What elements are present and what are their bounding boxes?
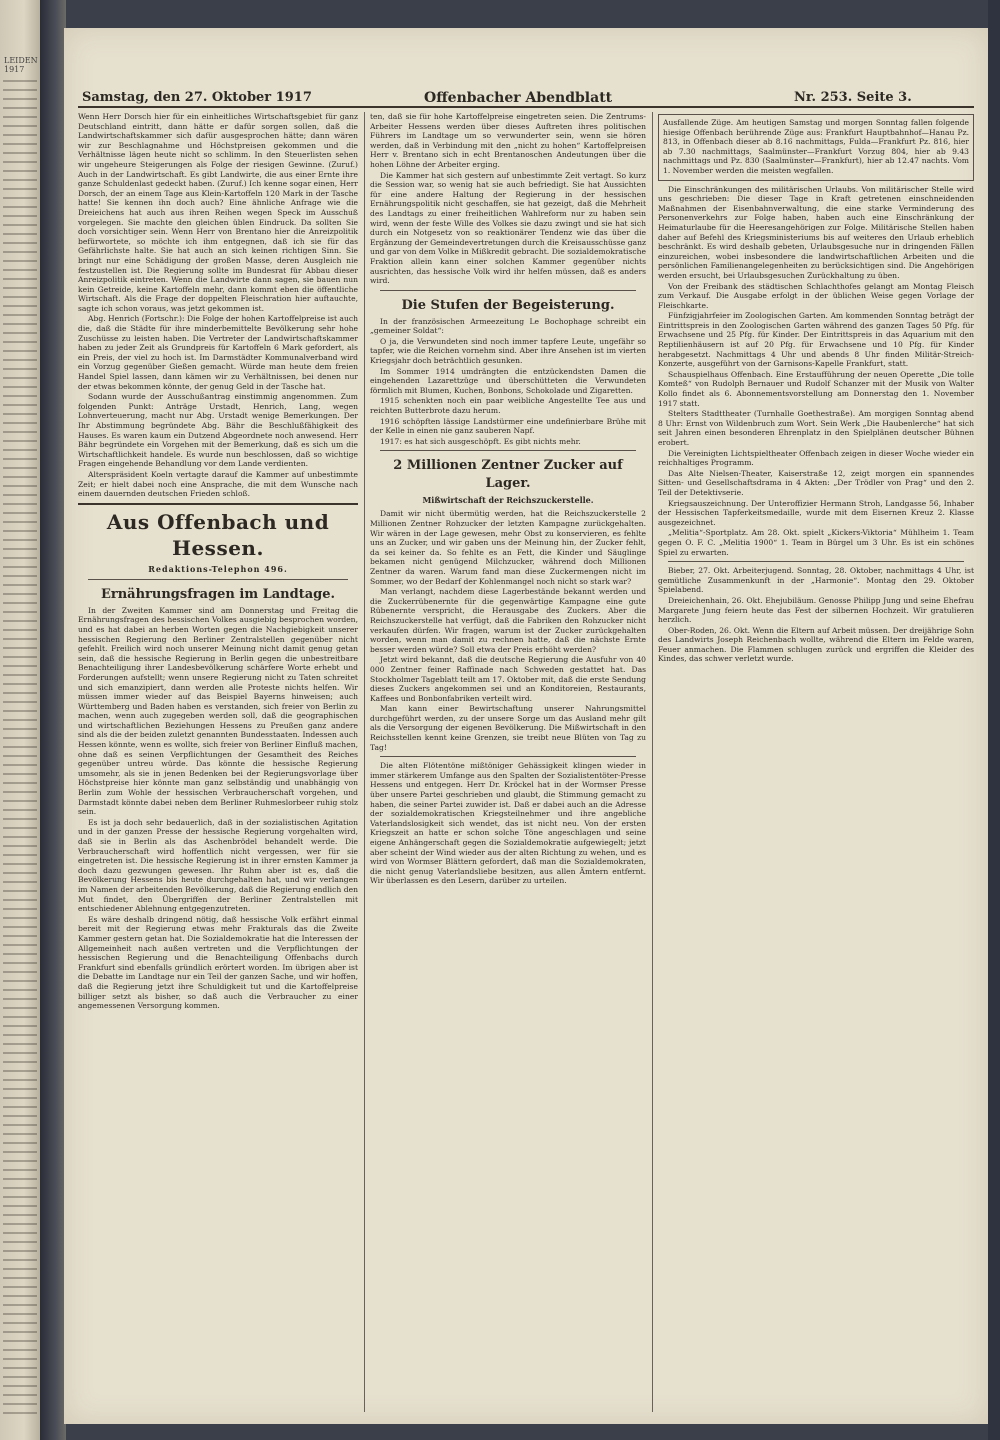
rule (380, 290, 636, 291)
column-2 (370, 112, 646, 1412)
column-1 (78, 112, 358, 1412)
col3-paragraph: Fünfzigjahrfeier im Zoologischen Garten. Am kommenden Sonntag beträgt der Eintrittspreis in den Zoologischen Garten während des ganzen Tages 50 Pfg. für Erwachsene und 25 Pfg. für Kinder. Der Eintrittspreis in das Aquarium mit den Reptilienhäusern ist auf 20 Pfg. für Erwachsene und 10 Pfg. für Kinder herabgesetzt. Nachmittags 4 Uhr und abends 8 Uhr finden Militär-Streich-Konzerte, ausgeführt von der Garnisons-Kapelle Frankfurt, statt. (658, 311, 974, 369)
col1-paragraph: Es ist ja doch sehr bedauerlich, daß in der sozialistischen Agitation und in der ganzen Presse der hessische Regierung vorgehalten wird, daß sie in Berlin als das Aschenbrödel behandelt werde. Die Verbraucherschaft wird hoffentlich nicht vergessen, wer für sie eingetreten ist. Die hessische Regierung ist in ihrer ernsten Kammer ja doch dazu gezwungen gewesen. Ihr Ruhm aber ist es, daß die Bevölkerung Hessens bis heute durchgehalten hat, und wir verlangen im Namen der arbeitenden Bevölkerung, daß die Regierung endlich den Mut findet, den Übergriffen der Berliner Zentralstellen mit entschiedener Ablehnung entgegenzutreten. (78, 817, 358, 914)
header-masthead: Offenbacher Abendblatt (424, 90, 613, 106)
col2-paragraph: 1915 schenkten noch ein paar weibliche Angestellte Tee aus und reichten Butterbrote dazu herum. (370, 396, 646, 416)
col3-paragraph: Ober-Roden, 26. Okt. Wenn die Eltern auf Arbeit müssen. Der dreijährige Sohn des Landwirts Joseph Reichenbach wollte, während die Eltern im Felde waren, Feuer anmachen. Die Flammen schlugen zurück und ergriffen die Kleider des Kindes, das schwer verletzt wurde. (658, 625, 974, 664)
binding-gutter (40, 0, 66, 1440)
col3-paragraph: Bieber, 27. Okt. Arbeiterjugend. Sonntag, 28. Oktober, nachmittags 4 Uhr, ist gemütliche Zusammenkunft in der „Harmonie“. Montag den 29. Oktober Spielabend. (658, 566, 974, 595)
column-separator (652, 112, 653, 1412)
col3-paragraph: Die Einschränkungen des militärischen Urlaubs. Von militärischer Stelle wird uns geschrieben: Die dieser Tage in Kraft getretenen einschneidenden Maßnahmen der Eisenbahnverwaltung, die eine starke Verminderung des Personenverkehrs zur Folge haben, haben auch eine Einschränkung der Heimaturlaube für die Heeresangehörigen zur Folge. Militärische Stellen haben daher auf Befehl des Kriegsministeriums bis auf weiteres den Urlaub erheblich beschränkt. Es wird deshalb gebeten, Urlaubsgesuche nur in dringenden Fällen einzureichen, wobei insbesondere die landwirtschaftlichen Arbeiten und die persönlichen Familienangelegenheiten zu berücksichtigen sind. Die Angehörigen werden ersucht, bei Urlaubsgesuchen Zurückhaltung zu üben. (658, 184, 974, 280)
col3-paragraph: „Melitia“-Sportplatz. Am 28. Okt. spielt „Kickers-Viktoria“ Mühlheim 1. Team gegen O. F. C. „Melitia 1900“ 1. Team in Bürgel um 3 Uhr. Es ist ein schönes Spiel zu erwarten. (658, 528, 974, 557)
col3-paragraph: Ausfallende Züge. Am heutigen Samstag und morgen Sonntag fallen folgende hiesige Offenbach berührende Züge aus: Frankfurt Hauptbahnhof—Hanau Pz. 813, in Offenbach dieser ab 8.16 nachmittags, Fulda—Frankfurt Pz. 816, hier ab 7.30 nachmittags, Saalmünster—Frankfurt Vorzug 804, hier ab 9.43 nachmittags und Pz. 830 (Saalmünster—Frankfurt), hier ab 12.47 nachts. Vom 1. November werden die meisten wegfallen. (663, 118, 969, 175)
col1-paragraph: Wenn Herr Dorsch hier für ein einheitliches Wirtschaftsgebiet für ganz Deutschland eintritt, dann hätte er dafür sorgen sollen, daß die Landwirtschaftskammer sich dafür ausgesprochen hätte; dann wären wir zur Beschlagnahme und Höchstpreisen gekommen und die Verhältnisse lägen heute nicht so schlimm. In den Steuerlisten sehen wir ungeheure Steigerungen als Folge der riesigen Gewinne. (Zuruf.) Auch in der Landwirtschaft. Es gibt Landwirte, die aus einer Ernte ihre ganze Schuldenlast gedeckt haben. (Zuruf.) Ich kenne sogar einen, Herr Dorsch, der an einem Tage aus Klein-Kartoffeln 120 Mark in der Tasche hatte! Sie kennen ihn doch auch? Eine ähnliche Anfrage wie die Dreieichens hat auch aus ihren Reihen wegen Speck im Ausschuß vorgelegen. Sie machte den gleichen üblen Eindruck. Da sollten Sie doch vorsichtiger sein. Wenn Herr von Brentano hier die Anreizpolitik befürwortete, so möchte ich ihm entgegnen, daß ich sie für das Gefährlichste halte. Sie hat auch an sich keinen richtigen Sinn. Sie bringt nur eine Schädigung der großen Masse, deren Ausgleich nie festzustellen ist. Die Regierung sollte im Bundesrat für Abbau dieser Anreizpolitik eintreten. Wenn die Landwirte dann sagen, sie bauen nun kein Getreide, keine Kartoffeln mehr, dann kommt eben die öffentliche Wirtschaft. Als die Frage der doppelten Fleischration hier auftauchte, sagte ich schon voraus, was jetzt gekommen ist. (78, 112, 358, 313)
col2-paragraph: Damit wir nicht übermütig werden, hat die Reichszuckerstelle 2 Millionen Zentner Rohzucker der letzten Kampagne zurückgehalten. Wir wären in der Lage gewesen, mehr Obst zu konservieren, es fehlte uns an Zucker, und wir gaben uns der Meinung hin, der Zucker fehlt, da sei keiner da. So fehlte es an Fett, die Kinder und Säuglinge bekamen nicht genügend Milchzucker, während doch Millionen Zentner da waren. Warum fand man diese Zuckermengen nicht im Sommer, wo der Bedarf der Kohlenmangel noch nicht so stark war? (370, 509, 646, 586)
redaktion-telephone: Redaktions-Telephon 496. (148, 563, 288, 574)
rule (88, 579, 348, 580)
col1-paragraph: Abg. Henrich (Fortschr.): Die Folge der hohen Kartoffelpreise ist auch die, daß die Städte für ihre minderbemittelte Bevölkerung sehr hohe Zuschüsse zu leisten haben. Die Vertreter der Landwirtschaftskammer haben zu jeder Zeit als Grundpreis für Kartoffeln 6 Mark gefordert, als ein Preis, der viel zu hoch ist. Im Darmstädter Kommunalverband wird ein Vorzug gegenüber Gießen gemacht. Würde man heute dem freien Handel Spiel lassen, dann kämen wir zu Verhältnissen, bei denen nur der etwas bekommen könnte, der genug Geld in der Tasche hat. (78, 314, 358, 391)
section-rule (78, 503, 358, 505)
section-title: Aus Offenbach und Hessen. (106, 509, 330, 560)
col3-paragraph: Von der Freibank des städtischen Schlachthofes gelangt am Montag Fleisch zum Verkauf. Die Ausgabe erfolgt in der üblichen Weise gegen Vorlage der Fleischkarte. (658, 281, 974, 310)
col2-paragraph: 1917: es hat sich ausgeschöpft. Es gibt nichts mehr. (380, 436, 581, 446)
col2-paragraph: O ja, die Verwundeten sind noch immer tapfere Leute, ungefähr so tapfer, wie die Reichen vornehm sind. Aber ihre Ansehen ist im vierten Kriegsjahr doch beträchtlich gesunken. (370, 336, 646, 366)
right-background (988, 0, 1000, 1440)
boxed-notice (658, 114, 974, 181)
col1-paragraph: Sodann wurde der Ausschußantrag einstimmig angenommen. Zum folgenden Punkt: Anträge Urstadt, Henrich, Lang, wegen Lohnverteuerung, macht nur Abg. Urstadt wenige Bemerkungen. Der Ihr Abstimmung begründete Abg. Bähr die Beschlußfähigkeit des Hauses. Es waren kaum ein Dutzend Abgeordnete noch anwesend. Herr Bähr begründete ein Vorgehen mit der Bemerkung, daß es sich um die Wirtschaftlichkeit handele. Es wurde nun beschlossen, daß so wichtige Fragen eingehende Behandlung vor dem Lande verdienten. (78, 392, 358, 469)
col2-paragraph: Die alten Flötentöne mißtöniger Gehässigkeit klingen wieder in immer stärkerem Umfange aus den Spalten der Sozialistentöter-Presse Hessens und entgegen. Herr Dr. Kröckel hat in der Wormser Presse über unsere Partei geschrieben und glaubt, die Stimmung gemacht zu haben, die seiner Partei zuwider ist. Daß er dabei auch an die Adresse der sozialdemokratischen Kriegsteilnehmer und ihre angebliche Vaterlandslosigkeit sich wendet, das ist nicht neu. Von der ersten Kriegszeit an hatte er schon solche Töne angeschlagen und seine eigene Anhängerschaft gegen die Sozialdemokratie aufgewiegelt; jetzt aber scheint der Wind wieder aus der alten Richtung zu wehen, und es wird von Wormser Blättern gefordert, daß man die Sozialdemokraten, die nicht genug Vaterlandsliebe besitzen, aus allen Ämtern entfernt. Wir überlassen es den Lesern, darüber zu urteilen. (370, 761, 646, 886)
col3-paragraph: Kriegsauszeichnung. Der Unteroffizier Hermann Stroh, Landgasse 56, Inhaber der Hessischen Tapferkeitsmedaille, wurde mit dem Eisernen Kreuz 2. Klasse ausgezeichnet. (658, 498, 974, 527)
rule (668, 561, 964, 562)
col3-paragraph: Dreieichenhain, 26. Okt. Ehejubiläum. Genosse Philipp Jung und seine Ehefrau Margarete Jung feiern heute das Fest der silbernen Hochzeit. Wir gratulieren herzlich. (658, 595, 974, 625)
col1-paragraph: In der Zweiten Kammer sind am Donnerstag und Freitag die Ernährungsfragen des hessischen Volkes ausgiebig besprochen worden, und es hat dabei an herben Worten gegen die Nachgiebigkeit unserer hessischen Regierung den Berliner Zentralstellen gegenüber nicht gefehlt. Freilich wird noch unserer Meinung nicht damit genug getan sein, daß die hessische Regierung in Berlin gegen die unbestreitbare Benachteiligung ihrer Landesbevölkerung schärfere Worte erhebt und Forderungen aufstellt; wenn unsere Regierung nicht zu Taten schreitet und sich emanzipiert, dann werden alle Proteste nichts helfen. Wir müssen immer wieder auf das Beispiel Bayerns hinweisen; auch Württemberg und Baden haben es verstanden, sich freier von Berlin zu machen, wenn auch zugegeben werden soll, daß die geographischen und wirtschaftlichen Beziehungen Hessens zu Preußen ganz andere sind als die der beiden zuletzt genannten Bundesstaaten. Indessen auch Hessen könnte, wenn es wollte, sich freier von Berliner Einfluß machen, ohne daß es seinen Verpflichtungen der Gesamtheit des Reiches gegenüber untreu würde. Das könnte die hessische Regierung umsomehr, als sie in jenen Bedenken bei der Regierungsvorlage über Höchstpreise hier könnte man ganz selbständig und unabhängig von Berlin zum Wohle der hessischen Verbraucherschaft vorgehen, und Darmstadt könnte dabei neben dem Berliner Ruhmeslorbeer ruhig stolz sein. (78, 605, 358, 817)
col3-paragraph: Stelters Stadttheater (Turnhalle Goethestraße). Am morgigen Sonntag abend 8 Uhr: Ernst von Wildenbruch zum Wort. Sein Werk „Die Haubenlerche“ hat sich seit Jahren einen besonderen Ehrenplatz in den Spielplänen deutscher Bühnen erobert. (658, 409, 974, 447)
rule (380, 756, 636, 757)
previous-page-text-lines (3, 80, 37, 1420)
col2-paragraph: 1916 schöpften lässige Landstürmer eine undefinierbare Brühe mit der Kelle in einen nie ganz sauberen Napf. (370, 416, 646, 436)
header-rule (78, 106, 974, 108)
previous-page-mark: LEIDEN 1917 (4, 56, 38, 74)
rule (380, 450, 636, 451)
header-date: Samstag, den 27. Oktober 1917 (82, 90, 312, 105)
col2-paragraph: Jetzt wird bekannt, daß die deutsche Regierung die Ausfuhr von 40 000 Zentner feiner Raffinade nach Schweden gestattet hat. Das Stockholmer Tageblatt teilt am 17. Oktober mit, daß die erste Sendung dieses Zuckers angekommen sei und an Konditoreien, Restaurants, Kaffees und Bonbonfabriken verteilt wird. (370, 655, 646, 703)
col1-paragraph: Alterspräsident Koeln vertagte darauf die Kammer auf unbestimmte Zeit; er hielt dabei noch eine Ansprache, die mit dem Wunsche nach einem dauernden deutschen Frieden schloß. (78, 469, 358, 499)
article-title: Die Stufen der Begeisterung. (401, 297, 615, 313)
column-3 (658, 112, 974, 1412)
col2-paragraph: In der französischen Armeezeitung Le Bochophage schreibt ein „gemeiner Soldat“: (370, 316, 646, 336)
col2-paragraph: Man kann einer Bewirtschaftung unserer Nahrungsmittel durchgeführt werden, zu der unsere Sorge um das Ausland mehr gilt als die Versorgung der eigenen Bevölkerung. Die Mißwirtschaft in den Reichsstellen kennt keine Grenzen, sie treibt neue Blüten von Tag zu Tag! (370, 704, 646, 752)
article-title: 2 Millionen Zentner Zucker auf Lager. (393, 458, 623, 492)
col2-paragraph: Die Kammer hat sich gestern auf unbestimmte Zeit vertagt. So kurz die Session war, so wenig hat sie auch befriedigt. Sie hat Aussichten für eine andere Haltung der Regierung in der hessischen Ernährungspolitik nicht geschaffen, sie hat gezeigt, daß die Mehrheit des Landtags zu einer freiheitlichen Wahlreform nur zu haben sein wird, wenn der feste Wille des Volkes sie dazu zwingt und sie hat sich durch ein Notgesetz von so reaktionärer Tendenz wie das über die Ergänzung der Gemeindevertretungen durch die Kreisausschüsse ganz und gar von dem Volke in Mißkredit gebracht. Die sozialdemokratische Fraktion allein kann einer solchen Kammer gegenüber nichts ausrichten, das hessische Volk wird ihr helfen müssen, daß es anders wird. (370, 170, 646, 286)
col1-paragraph: Es wäre deshalb dringend nötig, daß hessische Volk erfährt einmal bereit mit der Regierung etwas mehr Frakturals das die Zweite Kammer gestern getan hat. Die Sozialdemokratie hat die Interessen der Allgemeinheit nach außen vertreten und die Verpflichtungen der hessischen Regierung und die Benachteiligung Offenbachs durch Frankfurt sind ebenfalls gründlich erörtert worden. Im übrigen aber ist die Debatte im Landtage nur ein Teil der ganzen Sache, und wir hoffen, daß die Regierung jetzt ihre Schuldigkeit tut und die Kartoffelpreise billiger setzt als bisher, so daß auch die Verbraucher zu einer angemessenen Versorgung kommen. (78, 914, 358, 1011)
column-separator (364, 112, 365, 1412)
newspaper-page (64, 28, 988, 1424)
col3-paragraph: Das Alte Nielsen-Theater, Kaiserstraße 12, zeigt morgen ein spannendes Sitten- und Gesellschaftsdrama in 4 Akten: „Der Trödler von Prag“ und den 2. Teil der Detektivserie. (658, 468, 974, 497)
header-issue: Nr. 253. Seite 3. (794, 90, 912, 105)
article-title: Ernährungsfragen im Landtage. (100, 586, 336, 602)
previous-page-edge (0, 0, 40, 1440)
col3-paragraph: Schauspielhaus Offenbach. Eine Erstaufführung der neuen Operette „Die tolle Komteß“ von Rudolph Bernauer und Rudolf Schanzer mit der Musik von Walter Kollo findet als 6. Abonnementsvorstellung am Donnerstag den 1. November 1917 statt. (658, 369, 974, 408)
col2-paragraph: Im Sommer 1914 umdrängten die entzückendsten Damen die eingehenden Lazarettzüge und überschütteten die Verwundeten förmlich mit Blumen, Kuchen, Bonbons, Schokolade und Zigaretten. (370, 366, 646, 395)
col2-paragraph: ten, daß sie für hohe Kartoffelpreise eingetreten seien. Die Zentrums-Arbeiter Hessens werden über dieses Auftreten ihres politischen Führers im Landtage um so verwunderter sein, wenn sie hören werden, daß in Verbindung mit den „nicht zu hohen“ Kartoffelpreisen Herr v. Brentano sich in echt Brentanoschen Andeutungen über die hohen Löhne der Arbeiter erging. (370, 112, 646, 169)
col2-paragraph: Man verlangt, nachdem diese Lagerbestände bekannt werden und die Zuckerrübenernte für die gegenwärtige Kampagne eine gute Rübenernte verspricht, die Herausgabe des Zuckers. Aber die Reichszuckerstelle hat verfügt, daß die Fabriken den Rohzucker nicht verkaufen dürfen. Wir fragen, warum ist der Zucker zurückgehalten worden, wenn man damit zu rechnen hatte, daß die nächste Ernte besser werden würde? Soll etwa der Preis erhöht werden? (370, 587, 646, 654)
col3-paragraph: Die Vereinigten Lichtspieltheater Offenbach zeigen in dieser Woche wieder ein reichhaltiges Programm. (658, 448, 974, 468)
article-subtitle: Mißwirtschaft der Reichszuckerstelle. (422, 495, 594, 506)
